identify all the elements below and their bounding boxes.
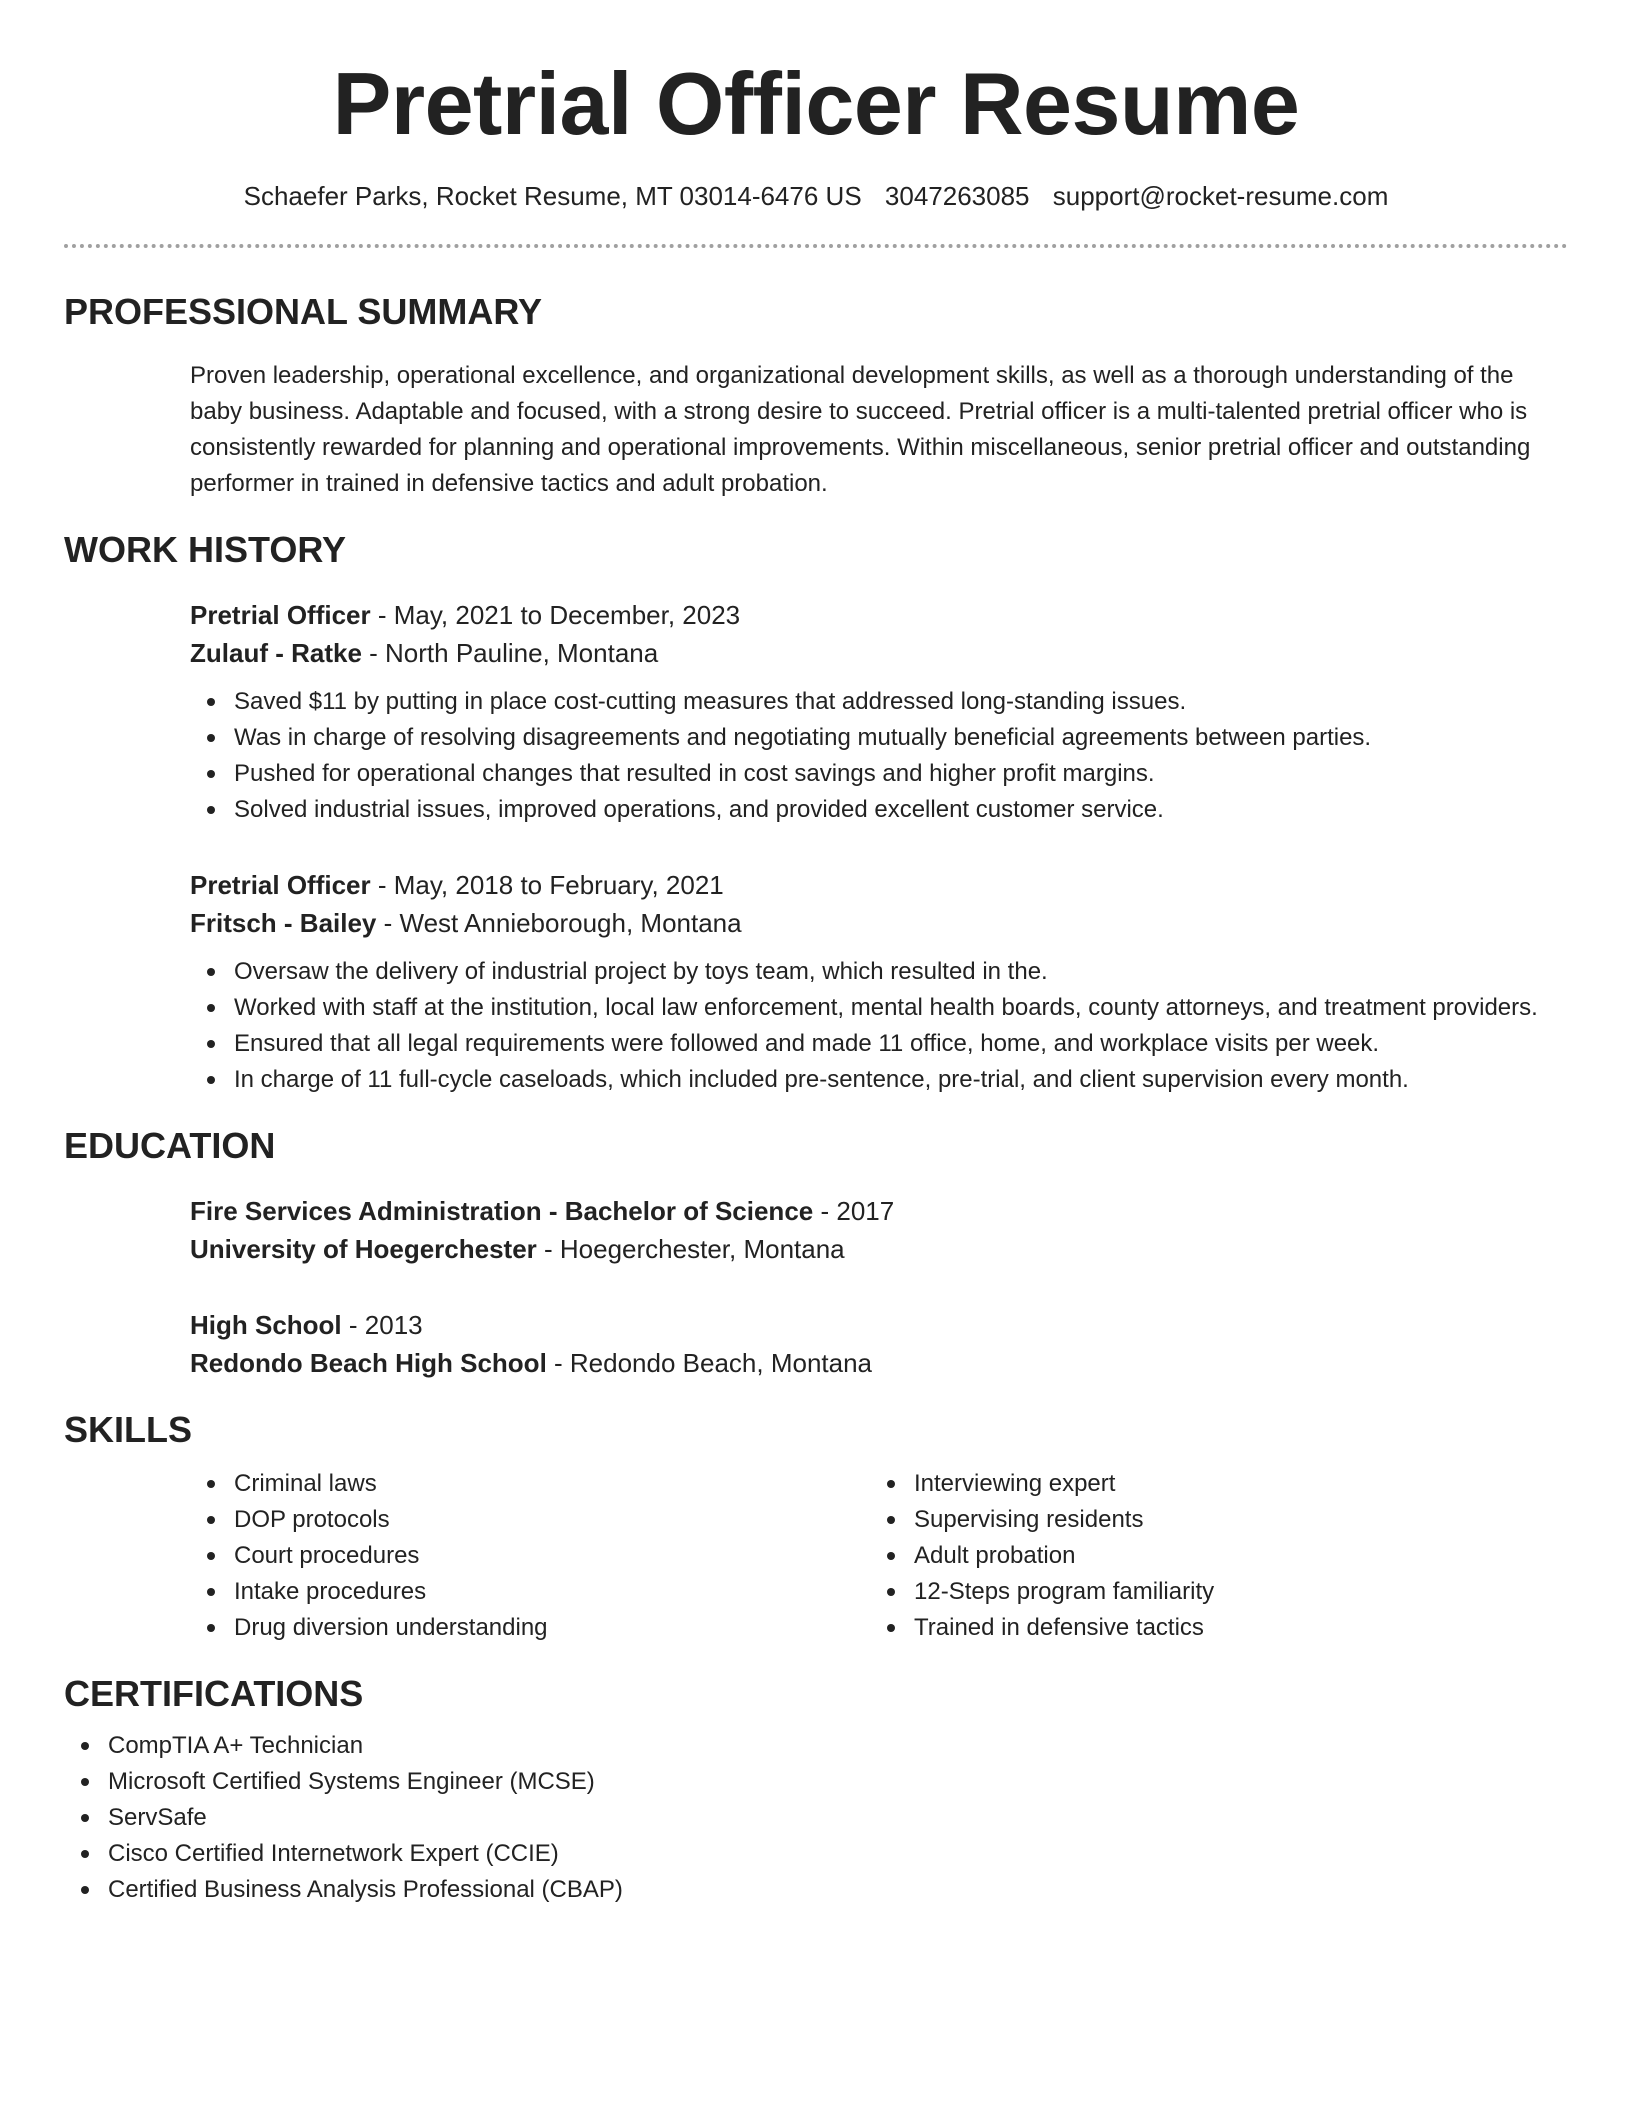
job-location: - North Pauline, Montana <box>361 638 659 668</box>
education-school-line <box>190 1344 1568 1382</box>
education-school: Redondo Beach High School <box>190 1348 547 1378</box>
list-item: 12-Steps program familiarity <box>870 1574 1550 1610</box>
job-entry <box>190 866 1568 1098</box>
job-company-line <box>190 904 1568 942</box>
job-location: - West Annieborough, Montana <box>376 908 742 938</box>
list-item: Trained in defensive tactics <box>870 1610 1550 1646</box>
skills-list-right <box>870 1466 1550 1646</box>
job-title: Pretrial Officer <box>190 870 371 900</box>
certifications-section <box>64 1672 1568 1908</box>
summary-section <box>64 290 1568 502</box>
list-item: ServSafe <box>64 1800 1568 1836</box>
list-item: Adult probation <box>870 1538 1550 1574</box>
list-item: Ensured that all legal requirements were followed and made 11 office, home, and workplace visits per week. <box>190 1026 1568 1062</box>
education-entry <box>190 1192 1568 1268</box>
header-divider <box>64 244 1568 248</box>
education-degree: High School <box>190 1310 342 1340</box>
contact-email: support@rocket-resume.com <box>1052 181 1389 211</box>
certifications-list <box>64 1728 1568 1908</box>
list-item: Drug diversion understanding <box>190 1610 870 1646</box>
resume-title: Pretrial Officer Resume <box>332 54 1300 153</box>
certifications-heading: CERTIFICATIONS <box>64 1673 364 1714</box>
education-location: - Redondo Beach, Montana <box>546 1348 873 1378</box>
list-item: Microsoft Certified Systems Engineer (MCSE) <box>64 1764 1568 1800</box>
list-item: Intake procedures <box>190 1574 870 1610</box>
list-item: Saved $11 by putting in place cost-cutting measures that addressed long-standing issues. <box>190 684 1568 720</box>
list-item: DOP protocols <box>190 1502 870 1538</box>
list-item: Pushed for operational changes that resulted in cost savings and higher profit margins. <box>190 756 1568 792</box>
list-item: Solved industrial issues, improved operations, and provided excellent customer service. <box>190 792 1568 828</box>
skills-grid <box>190 1466 1568 1646</box>
education-heading: EDUCATION <box>64 1125 276 1166</box>
education-section <box>64 1124 1568 1382</box>
education-degree-line <box>190 1192 1568 1230</box>
list-item: Cisco Certified Internetwork Expert (CCIE) <box>64 1836 1568 1872</box>
job-company-line <box>190 634 1568 672</box>
list-item: Interviewing expert <box>870 1466 1550 1502</box>
job-company: Fritsch - Bailey <box>190 908 377 938</box>
job-bullets <box>190 954 1568 1098</box>
skills-list-left <box>190 1466 870 1646</box>
education-school: University of Hoegerchester <box>190 1234 537 1264</box>
summary-heading: PROFESSIONAL SUMMARY <box>64 291 543 332</box>
summary-text: Proven leadership, operational excellence, and organizational development skills, as well as a thorough understanding of the baby business. Adaptable and focused, with a strong desire to succeed. Pretrial officer is a multi-talented pretrial officer who is consistently rewarded for planning and operational improvements. Within miscellaneous, senior pretrial officer and outstanding performer in trained in defensive tactics and adult probation. <box>190 362 1531 497</box>
list-item: Court procedures <box>190 1538 870 1574</box>
job-dates: - May, 2021 to December, 2023 <box>370 600 741 630</box>
list-item: Certified Business Analysis Professional (CBAP) <box>64 1872 1568 1908</box>
list-item: Supervising residents <box>870 1502 1550 1538</box>
job-entry <box>190 596 1568 828</box>
job-title: Pretrial Officer <box>190 600 371 630</box>
contact-line <box>64 180 1568 212</box>
contact-phone: 3047263085 <box>884 181 1030 211</box>
list-item: Oversaw the delivery of industrial project by toys team, which resulted in the. <box>190 954 1568 990</box>
education-degree-line <box>190 1306 1568 1344</box>
contact-address: Schaefer Parks, Rocket Resume, MT 03014-6476 US <box>243 181 862 211</box>
job-title-line <box>190 596 1568 634</box>
job-company: Zulauf - Ratke <box>190 638 362 668</box>
list-item: In charge of 11 full-cycle caseloads, which included pre-sentence, pre-trial, and client supervision every month. <box>190 1062 1568 1098</box>
work-section <box>64 528 1568 1098</box>
job-dates: - May, 2018 to February, 2021 <box>370 870 724 900</box>
education-degree: Fire Services Administration - Bachelor of Science <box>190 1196 814 1226</box>
education-school-line <box>190 1230 1568 1268</box>
education-year: - 2013 <box>341 1310 423 1340</box>
skills-heading: SKILLS <box>64 1409 193 1450</box>
skills-section <box>64 1408 1568 1646</box>
resume-page <box>64 0 1568 1908</box>
list-item: Worked with staff at the institution, local law enforcement, mental health boards, county attorneys, and treatment providers. <box>190 990 1568 1026</box>
education-entry <box>190 1306 1568 1382</box>
list-item: Criminal laws <box>190 1466 870 1502</box>
list-item: Was in charge of resolving disagreements and negotiating mutually beneficial agreements between parties. <box>190 720 1568 756</box>
education-location: - Hoegerchester, Montana <box>536 1234 845 1264</box>
job-title-line <box>190 866 1568 904</box>
job-bullets <box>190 684 1568 828</box>
list-item: CompTIA A+ Technician <box>64 1728 1568 1764</box>
education-year: - 2017 <box>813 1196 895 1226</box>
work-heading: WORK HISTORY <box>64 529 347 570</box>
